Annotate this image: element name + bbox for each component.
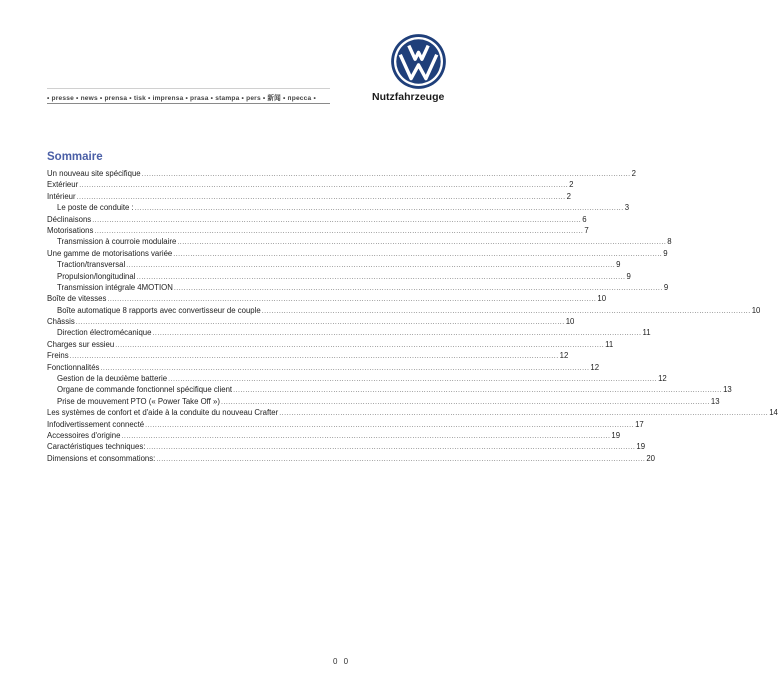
toc-leader-dots: ........................................................................................................................................................................................................ [141, 171, 631, 178]
toc-entry-page: 9 [663, 248, 668, 258]
toc-leader-dots: ........................................................................................................................................................................................................ [168, 376, 658, 384]
toc-entry-label: Intérieur [47, 191, 76, 201]
toc-entry-page: 12 [590, 362, 600, 372]
toc-entry-page: 2 [631, 169, 636, 178]
toc-entry[interactable] [47, 282, 669, 293]
table-of-contents [47, 168, 778, 464]
toc-leader-dots: ........................................................................................................................................................................................................ [173, 250, 663, 258]
toc-entry-page: 6 [582, 214, 587, 224]
toc-entry[interactable] [47, 179, 574, 190]
toc-entry[interactable] [47, 384, 732, 395]
toc-entry-page: 9 [663, 282, 669, 292]
toc-entry[interactable] [47, 362, 600, 373]
toc-leader-dots: ........................................................................................................................................................................................................ [233, 387, 723, 395]
toc-entry[interactable] [47, 293, 607, 304]
volkswagen-logo [390, 33, 447, 90]
toc-entry-label: Déclinaisons [47, 214, 92, 224]
toc-entry[interactable] [47, 214, 587, 225]
toc-entry[interactable] [47, 202, 630, 213]
toc-entry-page: 9 [616, 260, 621, 270]
toc-entry-label: Direction électromécanique [57, 328, 152, 338]
page-marker: 0 0 [333, 657, 351, 666]
toc-leader-dots: ........................................................................................................................................................................................................ [126, 262, 616, 270]
toc-leader-dots: ........................................................................................................................................................................................................ [177, 239, 667, 247]
toc-entry[interactable] [47, 316, 575, 327]
toc-entry[interactable] [47, 271, 631, 282]
toc-entry-page: 20 [646, 453, 655, 463]
header-divider-top [47, 88, 330, 89]
toc-entry[interactable] [47, 259, 621, 270]
toc-entry-label: Transmission intégrale 4MOTION [57, 282, 173, 292]
toc-entry-label: Une gamme de motorisations variée [47, 248, 173, 258]
toc-entry-label: Propulsion/longitudinal [57, 271, 136, 281]
toc-entry[interactable] [47, 350, 569, 361]
toc-entry[interactable] [47, 339, 614, 350]
toc-leader-dots: ........................................................................................................................................................................................................ [121, 432, 611, 440]
toc-entry-label: Accessoires d'origine [47, 430, 121, 440]
toc-title: Sommaire [47, 151, 103, 163]
toc-entry[interactable] [47, 327, 651, 338]
toc-entry-page: 10 [597, 294, 607, 304]
toc-entry-page: 7 [584, 225, 589, 235]
toc-entry-label: Les systèmes de confort et d'aide à la conduite du nouveau Crafter [47, 408, 279, 418]
toc-entry-label: Gestion de la deuxième batterie [57, 374, 168, 384]
toc-entry-page: 13 [710, 396, 720, 406]
toc-entry-page: 11 [605, 339, 614, 349]
toc-entry-page: 10 [751, 305, 761, 315]
toc-leader-dots: ........................................................................................................................................................................................................ [156, 455, 646, 463]
toc-leader-dots: ........................................................................................................................................................................................................ [173, 284, 663, 292]
toc-entry[interactable] [47, 373, 667, 384]
toc-leader-dots: ........................................................................................................................................................................................................ [75, 319, 565, 327]
toc-entry-label: Le poste de conduite : [57, 203, 134, 213]
header-divider [47, 103, 330, 104]
toc-entry-page: 14 [769, 408, 778, 418]
toc-entry[interactable] [47, 236, 672, 247]
toc-entry[interactable] [47, 191, 571, 202]
press-languages-line: • presse • news • prensa • tisk • imprensa • prasa • stampa • pers • 新闻 • пресса • [47, 95, 316, 102]
toc-leader-dots: ........................................................................................................................................................................................................ [134, 205, 624, 213]
toc-entry-label: Dimensions et consommations: [47, 453, 156, 463]
toc-leader-dots: ........................................................................................................................................................................................................ [136, 273, 626, 281]
toc-entry-label: Extérieur [47, 180, 79, 190]
toc-entry-page: 11 [642, 328, 651, 338]
toc-entry-page: 12 [658, 374, 667, 384]
toc-entry-label: Prise de mouvement PTO (« Power Take Off ») [57, 396, 220, 406]
toc-leader-dots: ........................................................................................................................................................................................................ [279, 410, 769, 418]
toc-entry-label: Motorisations [47, 225, 94, 235]
toc-entry-page: 8 [667, 237, 672, 247]
toc-entry-page: 10 [565, 317, 575, 327]
toc-entry[interactable] [47, 305, 761, 316]
toc-entry[interactable] [47, 453, 655, 464]
toc-entry-page: 12 [559, 351, 569, 361]
toc-entry-label: Fonctionnalités [47, 362, 100, 372]
toc-leader-dots: ........................................................................................................................................................................................................ [100, 364, 590, 372]
toc-leader-dots: ........................................................................................................................................................................................................ [261, 307, 751, 315]
toc-leader-dots: ........................................................................................................................................................................................................ [92, 216, 582, 224]
toc-entry[interactable] [47, 407, 778, 418]
toc-leader-dots: ........................................................................................................................................................................................................ [146, 444, 636, 452]
toc-entry-page: 2 [566, 191, 571, 201]
toc-entry[interactable] [47, 441, 646, 452]
toc-entry[interactable] [47, 419, 644, 430]
toc-entry[interactable] [47, 396, 720, 407]
toc-leader-dots: ........................................................................................................................................................................................................ [76, 193, 566, 201]
toc-entry-page: 13 [723, 385, 732, 395]
toc-entry[interactable] [47, 225, 589, 236]
toc-entry-page: 2 [569, 180, 574, 190]
toc-entry-label: Un nouveau site spécifique [47, 169, 141, 178]
toc-leader-dots: ........................................................................................................................................................................................................ [94, 227, 584, 235]
toc-leader-dots: ........................................................................................................................................................................................................ [79, 182, 569, 190]
toc-entry-label: Freins [47, 351, 69, 361]
toc-entry[interactable] [47, 248, 668, 259]
toc-leader-dots: ........................................................................................................................................................................................................ [107, 296, 597, 304]
toc-leader-dots: ........................................................................................................................................................................................................ [69, 353, 559, 361]
toc-entry-page: 19 [636, 442, 646, 452]
toc-entry-label: Charges sur essieu [47, 339, 115, 349]
toc-entry-label: Transmission à courroie modulaire [57, 237, 177, 247]
toc-entry-label: Boîte automatique 8 rapports avec convertisseur de couple [57, 305, 261, 315]
toc-leader-dots: ........................................................................................................................................................................................................ [152, 330, 642, 338]
brand-name: Nutzfahrzeuge [372, 91, 445, 103]
toc-entry-label: Caractéristiques techniques: [47, 442, 146, 452]
toc-entry[interactable] [47, 430, 621, 441]
toc-entry-label: Organe de commande fonctionnel spécifique client [57, 385, 233, 395]
toc-leader-dots: ........................................................................................................................................................................................................ [115, 341, 605, 349]
toc-leader-dots: ........................................................................................................................................................................................................ [220, 398, 710, 406]
toc-entry[interactable] [47, 168, 636, 179]
toc-entry-page: 3 [624, 203, 630, 213]
toc-entry-page: 17 [635, 419, 644, 429]
toc-entry-page: 9 [626, 271, 631, 281]
toc-entry-page: 19 [611, 430, 621, 440]
toc-entry-label: Traction/transversal [57, 260, 126, 270]
toc-entry-label: Infodivertissement connecté [47, 419, 145, 429]
toc-leader-dots: ........................................................................................................................................................................................................ [145, 421, 635, 429]
toc-entry-label: Boîte de vitesses [47, 294, 107, 304]
toc-entry-label: Châssis [47, 317, 75, 327]
